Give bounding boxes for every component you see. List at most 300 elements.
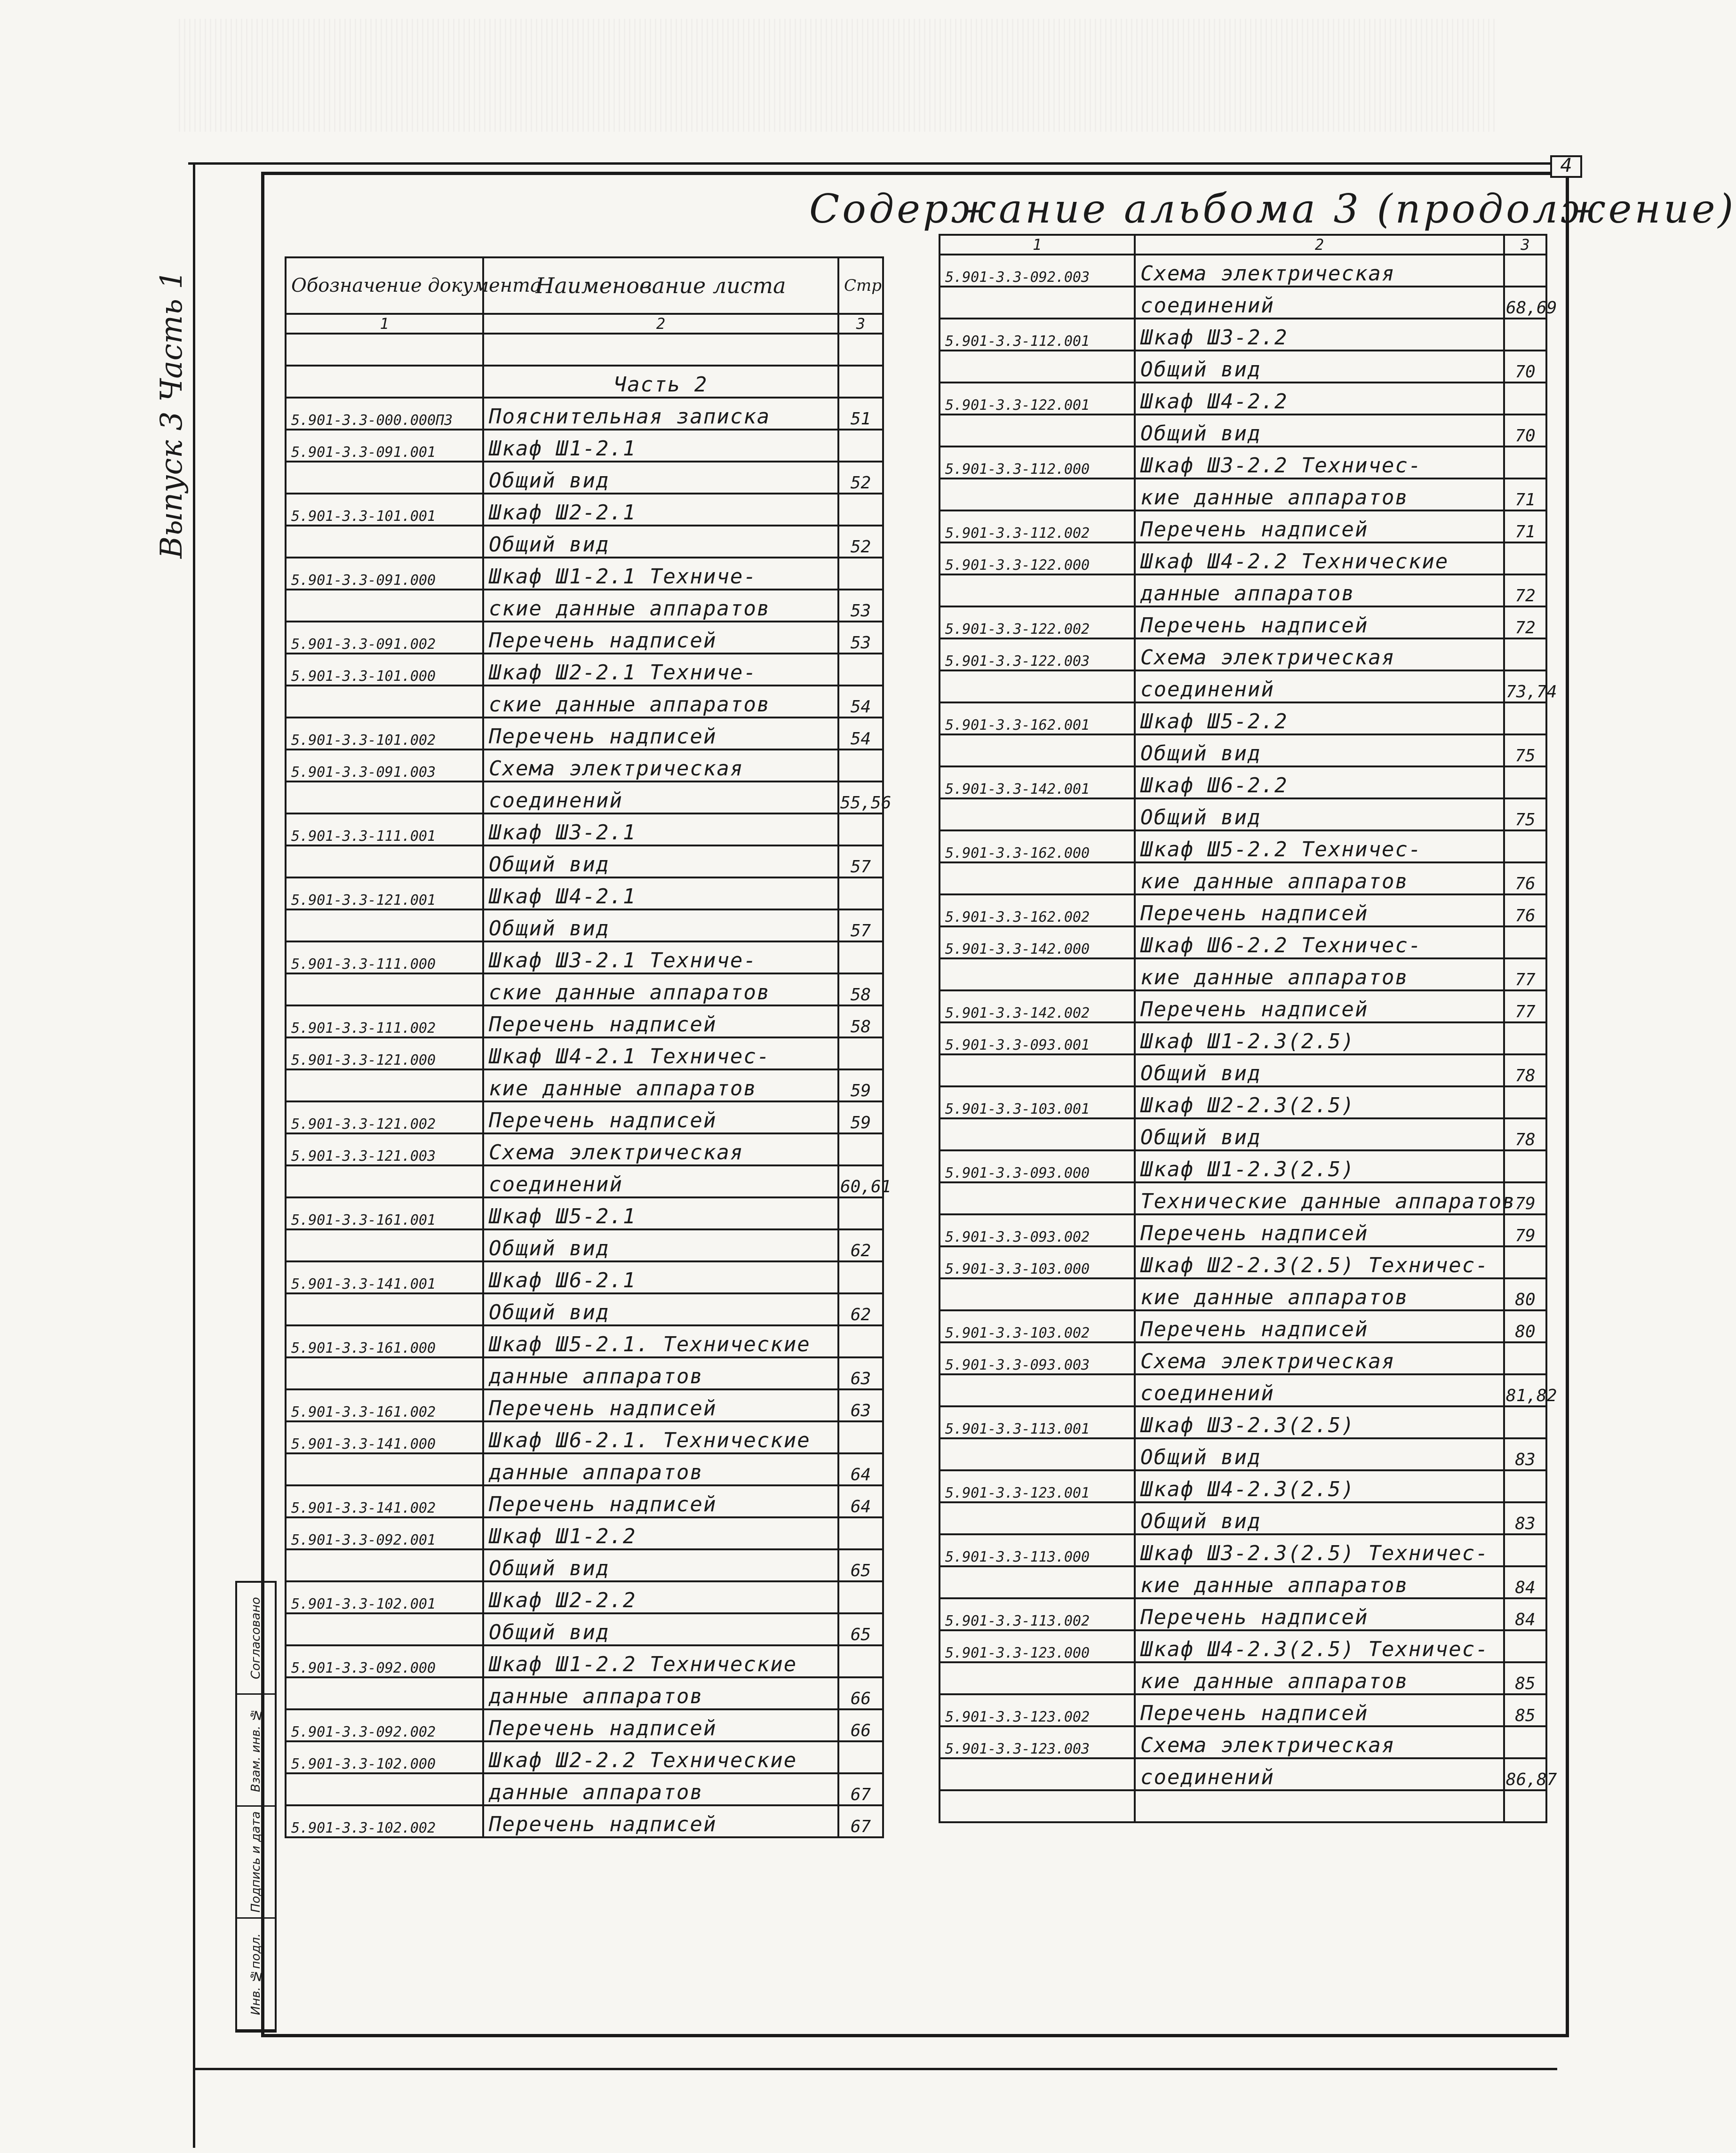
sheet-name: Схема электрическая — [483, 750, 838, 781]
document-designation: 5.901-3.3-091.001 — [286, 430, 483, 462]
sheet-name: Общий вид — [483, 845, 838, 877]
document-designation — [940, 1438, 1135, 1470]
page-number: 62 — [838, 1229, 883, 1261]
sheet-name: Шкаф Ш6-2.2 Техничес- — [1135, 926, 1504, 958]
document-designation: 5.901-3.3-093.002 — [940, 1214, 1135, 1246]
page-number: 53 — [838, 590, 883, 622]
sheet-name: Перечень надписей — [483, 1389, 838, 1421]
page-number — [1504, 1790, 1546, 1822]
sheet-name: Шкаф Ш1-2.3(2.5) — [1135, 1150, 1504, 1182]
document-designation: 5.901-3.3-122.002 — [940, 606, 1135, 638]
sheet-name: Шкаф Ш3-2.2 Техничес- — [1135, 447, 1504, 478]
table-row — [940, 894, 1546, 926]
page-number — [1504, 255, 1546, 287]
document-designation: 5.901-3.3-101.000 — [286, 654, 483, 686]
sheet-name: данные аппаратов — [483, 1453, 838, 1485]
table-row — [286, 1325, 883, 1357]
table-row — [940, 319, 1546, 351]
page-number — [1504, 926, 1546, 958]
table-row — [286, 1613, 883, 1645]
column-number: 2 — [1135, 235, 1504, 255]
page-number: 86,87 — [1504, 1758, 1546, 1790]
sheet-name: Общий вид — [1135, 351, 1504, 383]
sheet-name: данные аппаратов — [483, 1773, 838, 1805]
table-row — [286, 941, 883, 973]
table-row — [286, 654, 883, 686]
table-row — [286, 1677, 883, 1709]
page-number — [838, 654, 883, 686]
document-designation: 5.901-3.3-161.001 — [286, 1197, 483, 1229]
sheet-name: Шкаф Ш6-2.1 — [483, 1261, 838, 1293]
sheet-name: Общий вид — [483, 1613, 838, 1645]
table-row — [940, 1726, 1546, 1758]
sheet-name: Шкаф Ш5-2.2 — [1135, 702, 1504, 734]
table-row — [940, 415, 1546, 447]
sheet-name: Шкаф Ш3-2.3(2.5) — [1135, 1406, 1504, 1438]
document-designation — [940, 1662, 1135, 1694]
page-number — [838, 366, 883, 398]
sheet-name: Схема электрическая — [1135, 1342, 1504, 1374]
table-row — [286, 1741, 883, 1773]
table-row — [286, 590, 883, 622]
sheet-name: соединений — [483, 1165, 838, 1197]
page-number — [1504, 1342, 1546, 1374]
table-row — [286, 1261, 883, 1293]
table-header — [286, 257, 883, 314]
page-number: 59 — [838, 1101, 883, 1133]
table-row — [286, 398, 883, 430]
table-row — [940, 1406, 1546, 1438]
sheet-name: Перечень надписей — [1135, 1694, 1504, 1726]
document-designation — [286, 1069, 483, 1101]
table-row — [940, 542, 1546, 574]
table-row — [940, 1118, 1546, 1150]
document-designation: 5.901-3.3-123.003 — [940, 1726, 1135, 1758]
document-designation: 5.901-3.3-113.002 — [940, 1598, 1135, 1630]
sheet-name: Шкаф Ш6-2.1. Технические — [483, 1421, 838, 1453]
page-number — [1504, 1150, 1546, 1182]
document-designation — [286, 1357, 483, 1389]
table-row — [940, 1630, 1546, 1662]
page-number: 73,74 — [1504, 670, 1546, 702]
sheet-name: кие данные аппаратов — [1135, 478, 1504, 510]
page-number: 52 — [838, 462, 883, 494]
page-number — [838, 1517, 883, 1549]
document-designation — [940, 1790, 1135, 1822]
sheet-name: Часть 2 — [483, 366, 838, 398]
document-designation — [286, 973, 483, 1005]
sheet-name: Шкаф Ш3-2.1 — [483, 813, 838, 845]
page-number: 60,61 — [838, 1165, 883, 1197]
sheet-name: Перечень надписей — [483, 1101, 838, 1133]
sheet-name: ские данные аппаратов — [483, 973, 838, 1005]
table-row — [940, 766, 1546, 798]
page-number: 58 — [838, 973, 883, 1005]
page-number: 65 — [838, 1549, 883, 1581]
page-number: 75 — [1504, 734, 1546, 766]
document-designation: 5.901-3.3-093.001 — [940, 1022, 1135, 1054]
page-number: 67 — [838, 1805, 883, 1837]
header-designation: Обозначение документа — [286, 257, 483, 314]
header-sheet-name: Наименование листа — [483, 257, 838, 314]
table-row — [286, 1389, 883, 1421]
document-designation: 5.901-3.3-113.001 — [940, 1406, 1135, 1438]
sheet-name: соединений — [1135, 287, 1504, 319]
sheet-name: Шкаф Ш2-2.1 Техниче- — [483, 654, 838, 686]
table-row — [940, 1150, 1546, 1182]
page-number — [838, 1133, 883, 1165]
document-designation: 5.901-3.3-121.002 — [286, 1101, 483, 1133]
sheet-name: Шкаф Ш3-2.2 — [1135, 319, 1504, 351]
sheet-name: кие данные аппаратов — [1135, 1566, 1504, 1598]
sheet-name: Шкаф Ш4-2.3(2.5) Техничес- — [1135, 1630, 1504, 1662]
approval-strip — [235, 1581, 277, 2033]
table-row — [286, 1453, 883, 1485]
document-designation — [940, 798, 1135, 830]
document-designation: 5.901-3.3-111.002 — [286, 1005, 483, 1037]
page-number: 64 — [838, 1453, 883, 1485]
sheet-name: Общий вид — [483, 1293, 838, 1325]
document-designation: 5.901-3.3-101.002 — [286, 718, 483, 750]
page-number — [838, 1645, 883, 1677]
document-designation — [286, 1613, 483, 1645]
header-page: Стр — [838, 257, 883, 314]
sheet-name: Перечень надписей — [483, 1805, 838, 1837]
page-number: 83 — [1504, 1438, 1546, 1470]
page-number — [1504, 1086, 1546, 1118]
page-number — [1504, 1630, 1546, 1662]
document-designation: 5.901-3.3-123.001 — [940, 1470, 1135, 1502]
document-designation — [940, 287, 1135, 319]
column-number: 1 — [940, 235, 1135, 255]
page-number: 67 — [838, 1773, 883, 1805]
page-number: 76 — [1504, 894, 1546, 926]
table-row — [286, 1517, 883, 1549]
document-designation: 5.901-3.3-161.002 — [286, 1389, 483, 1421]
page-number — [1504, 702, 1546, 734]
table-row — [286, 1229, 883, 1261]
page-number — [1504, 1726, 1546, 1758]
page-number: 84 — [1504, 1566, 1546, 1598]
table-row — [286, 845, 883, 877]
sheet-name: Перечень надписей — [483, 1709, 838, 1741]
table-row — [286, 1197, 883, 1229]
sheet-name: Шкаф Ш3-2.3(2.5) Техничес- — [1135, 1534, 1504, 1566]
page-number: 85 — [1504, 1662, 1546, 1694]
document-designation — [286, 1773, 483, 1805]
sheet-name: соединений — [1135, 1374, 1504, 1406]
table-row — [286, 1709, 883, 1741]
document-designation — [286, 462, 483, 494]
document-designation: 5.901-3.3-101.001 — [286, 494, 483, 526]
document-designation — [286, 1677, 483, 1709]
document-designation: 5.901-3.3-123.002 — [940, 1694, 1135, 1726]
document-designation: 5.901-3.3-092.002 — [286, 1709, 483, 1741]
sheet-number: 4 — [1550, 155, 1582, 178]
sheet-name: Схема электрическая — [1135, 1726, 1504, 1758]
document-designation — [940, 862, 1135, 894]
page-number: 66 — [838, 1677, 883, 1709]
document-designation: 5.901-3.3-142.000 — [940, 926, 1135, 958]
document-designation: 5.901-3.3-162.001 — [940, 702, 1135, 734]
document-designation — [940, 1278, 1135, 1310]
table-row — [940, 574, 1546, 606]
sheet-name: Общий вид — [483, 526, 838, 558]
document-designation: 5.901-3.3-122.001 — [940, 383, 1135, 415]
sheet-name — [1135, 1790, 1504, 1822]
document-designation: 5.901-3.3-093.003 — [940, 1342, 1135, 1374]
table-row — [286, 1069, 883, 1101]
sheet-name: данные аппаратов — [483, 1677, 838, 1709]
page-number: 68,69 — [1504, 287, 1546, 319]
document-designation: 5.901-3.3-112.002 — [940, 510, 1135, 542]
page-number: 78 — [1504, 1054, 1546, 1086]
table-row — [940, 447, 1546, 478]
document-designation — [940, 1502, 1135, 1534]
column-numbers — [940, 235, 1546, 255]
sheet-name: Шкаф Ш5-2.1. Технические — [483, 1325, 838, 1357]
page-number — [1504, 638, 1546, 670]
document-designation — [940, 478, 1135, 510]
document-designation — [940, 1182, 1135, 1214]
page-number — [838, 1037, 883, 1069]
table-row — [940, 351, 1546, 383]
page-number: 63 — [838, 1389, 883, 1421]
document-designation — [286, 1549, 483, 1581]
sheet-name: данные аппаратов — [483, 1357, 838, 1389]
table-row — [940, 1502, 1546, 1534]
sheet-name: Общий вид — [483, 1229, 838, 1261]
table-row — [286, 1037, 883, 1069]
scan-noise — [179, 19, 1496, 132]
sheet-name: Шкаф Ш1-2.1 Техниче- — [483, 558, 838, 590]
table-row — [286, 813, 883, 845]
column-number: 3 — [1504, 235, 1546, 255]
sheet-name: Шкаф Ш4-2.1 Техничес- — [483, 1037, 838, 1069]
page-number — [1504, 766, 1546, 798]
document-designation — [940, 415, 1135, 447]
document-designation: 5.901-3.3-092.001 — [286, 1517, 483, 1549]
document-designation — [286, 1293, 483, 1325]
table-row — [286, 1421, 883, 1453]
sheet-name: кие данные аппаратов — [1135, 1278, 1504, 1310]
table-row — [940, 670, 1546, 702]
page-number: 57 — [838, 845, 883, 877]
sheet-name: Общий вид — [1135, 734, 1504, 766]
side-label: Выпуск 3 Часть 1 — [154, 270, 189, 558]
document-designation — [940, 1374, 1135, 1406]
document-designation — [940, 574, 1135, 606]
sheet-name: Схема электрическая — [1135, 255, 1504, 287]
table-row — [940, 1470, 1546, 1502]
document-designation — [940, 734, 1135, 766]
page-number: 80 — [1504, 1310, 1546, 1342]
sheet-name: Общий вид — [1135, 415, 1504, 447]
table-row — [940, 1182, 1546, 1214]
document-designation: 5.901-3.3-093.000 — [940, 1150, 1135, 1182]
page-number: 83 — [1504, 1502, 1546, 1534]
page-number: 77 — [1504, 958, 1546, 990]
column-numbers — [286, 314, 883, 334]
document-designation — [286, 526, 483, 558]
table-row — [940, 702, 1546, 734]
document-designation: 5.901-3.3-121.003 — [286, 1133, 483, 1165]
document-designation: 5.901-3.3-091.003 — [286, 750, 483, 781]
page-number: 75 — [1504, 798, 1546, 830]
sheet-name: Перечень надписей — [1135, 1598, 1504, 1630]
sheet-name: кие данные аппаратов — [1135, 1662, 1504, 1694]
page-number: 63 — [838, 1357, 883, 1389]
page-number: 76 — [1504, 862, 1546, 894]
document-designation: 5.901-3.3-161.000 — [286, 1325, 483, 1357]
page-number — [1504, 383, 1546, 415]
sheet-name: Общий вид — [483, 462, 838, 494]
page-number — [1504, 1534, 1546, 1566]
table-row — [940, 606, 1546, 638]
page-number: 65 — [838, 1613, 883, 1645]
sheet-name: Общий вид — [1135, 798, 1504, 830]
page-number: 71 — [1504, 510, 1546, 542]
document-designation: 5.901-3.3-122.000 — [940, 542, 1135, 574]
document-designation — [286, 334, 483, 366]
document-designation: 5.901-3.3-123.000 — [940, 1630, 1135, 1662]
table-row — [286, 622, 883, 654]
sheet-name: Шкаф Ш6-2.2 — [1135, 766, 1504, 798]
page-number: 70 — [1504, 351, 1546, 383]
page-number — [838, 941, 883, 973]
table-row — [940, 990, 1546, 1022]
document-designation — [940, 1118, 1135, 1150]
sheet-name: Шкаф Ш4-2.2 — [1135, 383, 1504, 415]
page-number: 64 — [838, 1485, 883, 1517]
page-number: 79 — [1504, 1214, 1546, 1246]
document-designation — [286, 1165, 483, 1197]
document-designation — [940, 670, 1135, 702]
sheet-name: Шкаф Ш5-2.1 — [483, 1197, 838, 1229]
approval-cell: Инв. №подл. — [237, 1919, 275, 2031]
page-number: 71 — [1504, 478, 1546, 510]
table-row — [940, 862, 1546, 894]
table-row — [940, 1278, 1546, 1310]
page-number: 51 — [838, 398, 883, 430]
table-row — [940, 734, 1546, 766]
sheet-name: Перечень надписей — [1135, 990, 1504, 1022]
sheet-name: Общий вид — [1135, 1438, 1504, 1470]
sheet-name: Общий вид — [483, 1549, 838, 1581]
table-row — [940, 926, 1546, 958]
table-row — [940, 1374, 1546, 1406]
sheet-name: Общий вид — [1135, 1118, 1504, 1150]
sheet-name: Перечень надписей — [1135, 894, 1504, 926]
sheet-name: Шкаф Ш1-2.1 — [483, 430, 838, 462]
sheet-name: Общий вид — [1135, 1502, 1504, 1534]
column-number: 2 — [483, 314, 838, 334]
sheet-name: Схема электрическая — [1135, 638, 1504, 670]
sheet-name: Шкаф Ш2-2.3(2.5) Техничес- — [1135, 1246, 1504, 1278]
document-designation: 5.901-3.3-112.000 — [940, 447, 1135, 478]
table-row — [940, 1054, 1546, 1086]
page-number: 72 — [1504, 574, 1546, 606]
document-designation: 5.901-3.3-102.002 — [286, 1805, 483, 1837]
page-number — [838, 877, 883, 909]
table-row — [286, 1101, 883, 1133]
sheet-name: Технические данные аппаратов — [1135, 1182, 1504, 1214]
page-number: 52 — [838, 526, 883, 558]
page-number: 58 — [838, 1005, 883, 1037]
page-number: 79 — [1504, 1182, 1546, 1214]
sheet-name: Перечень надписей — [483, 622, 838, 654]
page-number: 85 — [1504, 1694, 1546, 1726]
sheet-name — [483, 334, 838, 366]
sheet-name: Схема электрическая — [483, 1133, 838, 1165]
document-designation — [286, 1453, 483, 1485]
document-designation — [286, 686, 483, 718]
document-designation: 5.901-3.3-141.000 — [286, 1421, 483, 1453]
document-designation: 5.901-3.3-162.000 — [940, 830, 1135, 862]
document-designation: 5.901-3.3-122.003 — [940, 638, 1135, 670]
document-designation: 5.901-3.3-103.000 — [940, 1246, 1135, 1278]
table-row — [286, 430, 883, 462]
sheet-name: Общий вид — [483, 909, 838, 941]
table-row — [286, 334, 883, 366]
approval-cell: Взам. инв. № — [237, 1695, 275, 1807]
page-number — [838, 750, 883, 781]
document-designation: 5.901-3.3-091.002 — [286, 622, 483, 654]
sheet-name: Шкаф Ш2-2.2 Технические — [483, 1741, 838, 1773]
sheet-name: Перечень надписей — [1135, 510, 1504, 542]
document-designation: 5.901-3.3-092.000 — [286, 1645, 483, 1677]
page-number — [838, 813, 883, 845]
page-number: 66 — [838, 1709, 883, 1741]
page-number — [838, 1581, 883, 1613]
document-designation — [940, 1566, 1135, 1598]
document-designation — [940, 351, 1135, 383]
table-row — [940, 1598, 1546, 1630]
table-row — [286, 462, 883, 494]
document-designation — [286, 366, 483, 398]
table-row — [940, 958, 1546, 990]
table-row — [286, 750, 883, 781]
document-designation: 5.901-3.3-121.001 — [286, 877, 483, 909]
document-designation — [286, 909, 483, 941]
document-designation: 5.901-3.3-102.000 — [286, 1741, 483, 1773]
table-row — [286, 1357, 883, 1389]
table-row — [940, 1246, 1546, 1278]
table-row — [286, 1549, 883, 1581]
page-number: 55,56 — [838, 781, 883, 813]
document-designation: 5.901-3.3-111.001 — [286, 813, 483, 845]
document-designation: 5.901-3.3-112.001 — [940, 319, 1135, 351]
table-row — [286, 781, 883, 813]
sheet-name: Перечень надписей — [483, 1485, 838, 1517]
sheet-name: данные аппаратов — [1135, 574, 1504, 606]
sheet-name: Перечень надписей — [1135, 606, 1504, 638]
table-row — [940, 1086, 1546, 1118]
page-number — [1504, 1470, 1546, 1502]
document-designation: 5.901-3.3-111.000 — [286, 941, 483, 973]
sheet-name: Шкаф Ш4-2.3(2.5) — [1135, 1470, 1504, 1502]
sheet-name: Пояснительная записка — [483, 398, 838, 430]
sheet-name: соединений — [483, 781, 838, 813]
table-row — [286, 909, 883, 941]
sheet-name: ские данные аппаратов — [483, 590, 838, 622]
document-designation: 5.901-3.3-141.001 — [286, 1261, 483, 1293]
document-designation: 5.901-3.3-092.003 — [940, 255, 1135, 287]
document-designation: 5.901-3.3-103.002 — [940, 1310, 1135, 1342]
table-row — [286, 877, 883, 909]
table-row — [286, 1165, 883, 1197]
page-number: 84 — [1504, 1598, 1546, 1630]
